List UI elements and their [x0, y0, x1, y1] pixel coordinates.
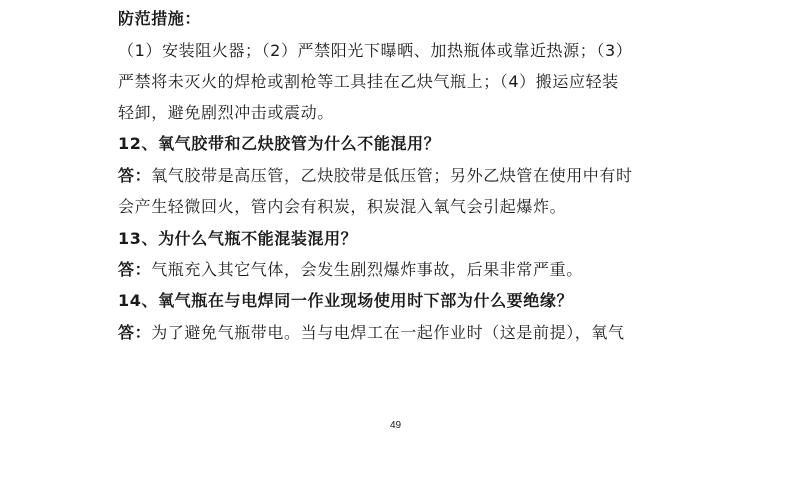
- page-number: 49: [389, 420, 402, 431]
- question-12: 12、氧气胶带和乙炔胶管为什么不能混用？: [118, 134, 441, 153]
- measures-line-3: 轻卸，避免剧烈冲击或震动。: [118, 103, 334, 122]
- section-heading: 防范措施：: [118, 9, 202, 28]
- answer-prefix: 答：: [118, 166, 152, 185]
- measures-line-2: 严禁将未灭火的焊枪或割枪等工具挂在乙炔气瓶上；（4）搬运应轻装: [118, 72, 619, 91]
- answer-prefix: 答：: [118, 323, 152, 342]
- answer-12-line-1: [118, 165, 678, 187]
- question-14: 14、氧气瓶在与电焊同一作业现场使用时下部为什么要绝缘？: [118, 291, 574, 310]
- answer-prefix: 答：: [118, 260, 152, 279]
- answer-text: 气瓶充入其它气体，会发生剧烈爆炸事故，后果非常严重。: [151, 260, 583, 279]
- answer-text: 氧气胶带是高压管，乙炔胶带是低压管；另外乙炔管在使用中有时: [151, 166, 633, 185]
- question-13: 13、为什么气瓶不能混装混用？: [118, 229, 358, 248]
- answer-text: 为了避免气瓶带电。当与电焊工在一起作业时（这是前提），氧气: [151, 323, 625, 342]
- answer-13-line-1: [118, 259, 678, 281]
- answer-12-line-2: 会产生轻微回火，管内会有积炭，积炭混入氧气会引起爆炸。: [118, 197, 567, 216]
- measures-line-1: （1）安装阻火器；（2）严禁阳光下曝晒、加热瓶体或靠近热源；（3）: [118, 41, 633, 60]
- answer-14-line-1: [118, 322, 678, 344]
